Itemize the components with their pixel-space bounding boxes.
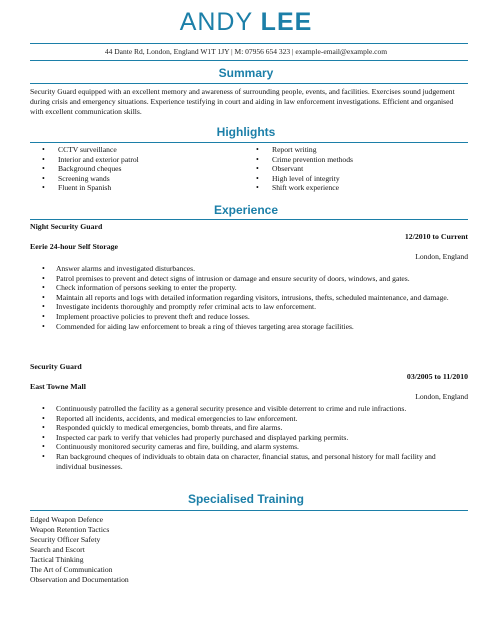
bullet-icon: • bbox=[256, 164, 259, 174]
bullet-icon: • bbox=[42, 311, 45, 321]
highlights-left-column bbox=[42, 145, 139, 193]
training-item: Observation and Documentation bbox=[30, 575, 129, 584]
highlight-item: • Fluent in Spanish bbox=[42, 183, 112, 193]
bullet-icon: • bbox=[42, 173, 45, 183]
highlight-item: • Background cheques bbox=[42, 164, 122, 174]
summary-heading: Summary bbox=[218, 66, 274, 80]
bullet-icon: • bbox=[256, 154, 259, 164]
job-dates: 03/2005 to 11/2010 bbox=[406, 372, 468, 381]
duty-item: • Commended for aiding law enforcement to break a ring of thieves targeting area storage facilities. bbox=[42, 321, 354, 331]
highlights-right-column bbox=[256, 145, 353, 193]
job-title: Security Guard bbox=[30, 362, 82, 371]
highlight-item: • Report writing bbox=[256, 145, 317, 154]
bullet-icon: • bbox=[42, 273, 45, 283]
training-item: Edged Weapon Defence bbox=[30, 515, 104, 524]
bullet-icon: • bbox=[42, 423, 45, 433]
bullet-icon: • bbox=[42, 432, 45, 442]
training-item: Security Officer Safety bbox=[30, 535, 101, 544]
job-location: London, England bbox=[415, 252, 468, 261]
bullet-icon: • bbox=[42, 183, 45, 193]
duty-item: • Responded quickly to medical emergencies, bomb threats, and fire alarms. bbox=[42, 423, 283, 433]
highlight-item: • Observant bbox=[256, 164, 304, 174]
highlight-item: • Shift work experience bbox=[256, 183, 340, 193]
training-item: Tactical Thinking bbox=[30, 555, 84, 564]
duty-item: • Continuously monitored security cameras and fire, building, and alarm systems. bbox=[42, 442, 299, 452]
candidate-name bbox=[0, 8, 492, 37]
duty-item: • Maintain all reports and logs with detailed information regarding visitors, intrusions, thefts, scheduled maintenance, and damage. bbox=[42, 292, 449, 302]
summary-text: Security Guard equipped with an excellent memory and awareness of surrounding people, events, and facilities. Exercises sound judgement during crisis and emergency situations. Experience testifying in court and aiding in law enforcement investigations. Efficient and organised with excellent communication skills. bbox=[30, 87, 455, 116]
bullet-icon: • bbox=[42, 154, 45, 164]
duty-item: • Implement proactive policies to prevent theft and reduce losses. bbox=[42, 311, 250, 321]
duty-item: • Answer alarms and investigated disturbances. bbox=[42, 264, 195, 273]
highlight-item: • High level of integrity bbox=[256, 173, 340, 183]
bullet-icon: • bbox=[42, 413, 45, 423]
contact-line: 44 Dante Rd, London, England W1T 1JY | M: 07956 654 323 | example-email@example.com bbox=[104, 47, 388, 56]
job-duties bbox=[42, 264, 462, 331]
duty-item: • Ran background cheques of individuals to obtain data on character, financial status, and personal history for mall facility and individual businesses. bbox=[42, 451, 436, 471]
duty-item: • Patrol premises to prevent and detect signs of intrusion or damage and ensure security of doors, windows, and gates. bbox=[42, 273, 410, 283]
summary-top-rule bbox=[30, 60, 468, 61]
first-name: ANDY bbox=[179, 8, 253, 36]
duty-item: • Reported all incidents, accidents, and medical emergencies to law enforcement. bbox=[42, 413, 298, 423]
highlight-item: • Interior and exterior patrol bbox=[42, 154, 139, 164]
duty-item: • Investigate incidents thoroughly and promptly refer criminal acts to law enforcement. bbox=[42, 302, 317, 312]
bullet-icon: • bbox=[42, 404, 45, 413]
bullet-icon: • bbox=[42, 292, 45, 302]
bullet-icon: • bbox=[42, 442, 45, 452]
highlight-item: • Screening wands bbox=[42, 173, 110, 183]
bullet-icon: • bbox=[42, 302, 45, 312]
job-dates: 12/2010 to Current bbox=[404, 232, 468, 241]
training-rule bbox=[30, 510, 468, 511]
training-item: Weapon Retention Tactics bbox=[30, 525, 110, 534]
bullet-icon: • bbox=[42, 145, 45, 154]
bullet-icon: • bbox=[256, 145, 259, 154]
experience-rule bbox=[30, 219, 468, 220]
training-list bbox=[30, 515, 129, 585]
last-name: LEE bbox=[260, 8, 313, 36]
highlights-heading: Highlights bbox=[216, 125, 276, 139]
training-heading: Specialised Training bbox=[187, 492, 305, 506]
training-item: Search and Escort bbox=[30, 545, 85, 554]
duty-item: • Inspected car park to verify that vehicles had properly purchased and displayed parking permits. bbox=[42, 432, 349, 442]
bullet-icon: • bbox=[42, 321, 45, 331]
job-title: Night Security Guard bbox=[30, 222, 103, 231]
duty-item: • Check information of persons seeking to enter the property. bbox=[42, 283, 237, 293]
bullet-icon: • bbox=[256, 173, 259, 183]
highlight-item: • CCTV surveillance bbox=[42, 145, 117, 154]
bullet-icon: • bbox=[42, 451, 45, 461]
training-item: The Art of Communication bbox=[30, 565, 113, 574]
highlight-item: • Crime prevention methods bbox=[256, 154, 353, 164]
bullet-icon: • bbox=[42, 164, 45, 174]
bullet-icon: • bbox=[42, 264, 45, 273]
job-duties bbox=[42, 404, 462, 471]
company-name: East Towne Mall bbox=[30, 382, 86, 391]
experience-heading: Experience bbox=[213, 203, 279, 217]
bullet-icon: • bbox=[256, 183, 259, 193]
bullet-icon: • bbox=[42, 283, 45, 293]
company-name: Eerie 24-hour Self Storage bbox=[30, 242, 118, 251]
highlights-rule bbox=[30, 142, 468, 143]
duty-item: • Continuously patrolled the facility as a general security presence and visible deterrent to crime and rule infractions. bbox=[42, 404, 407, 413]
job-location: London, England bbox=[415, 392, 468, 401]
summary-bottom-rule bbox=[30, 83, 468, 84]
header-divider bbox=[30, 43, 468, 44]
